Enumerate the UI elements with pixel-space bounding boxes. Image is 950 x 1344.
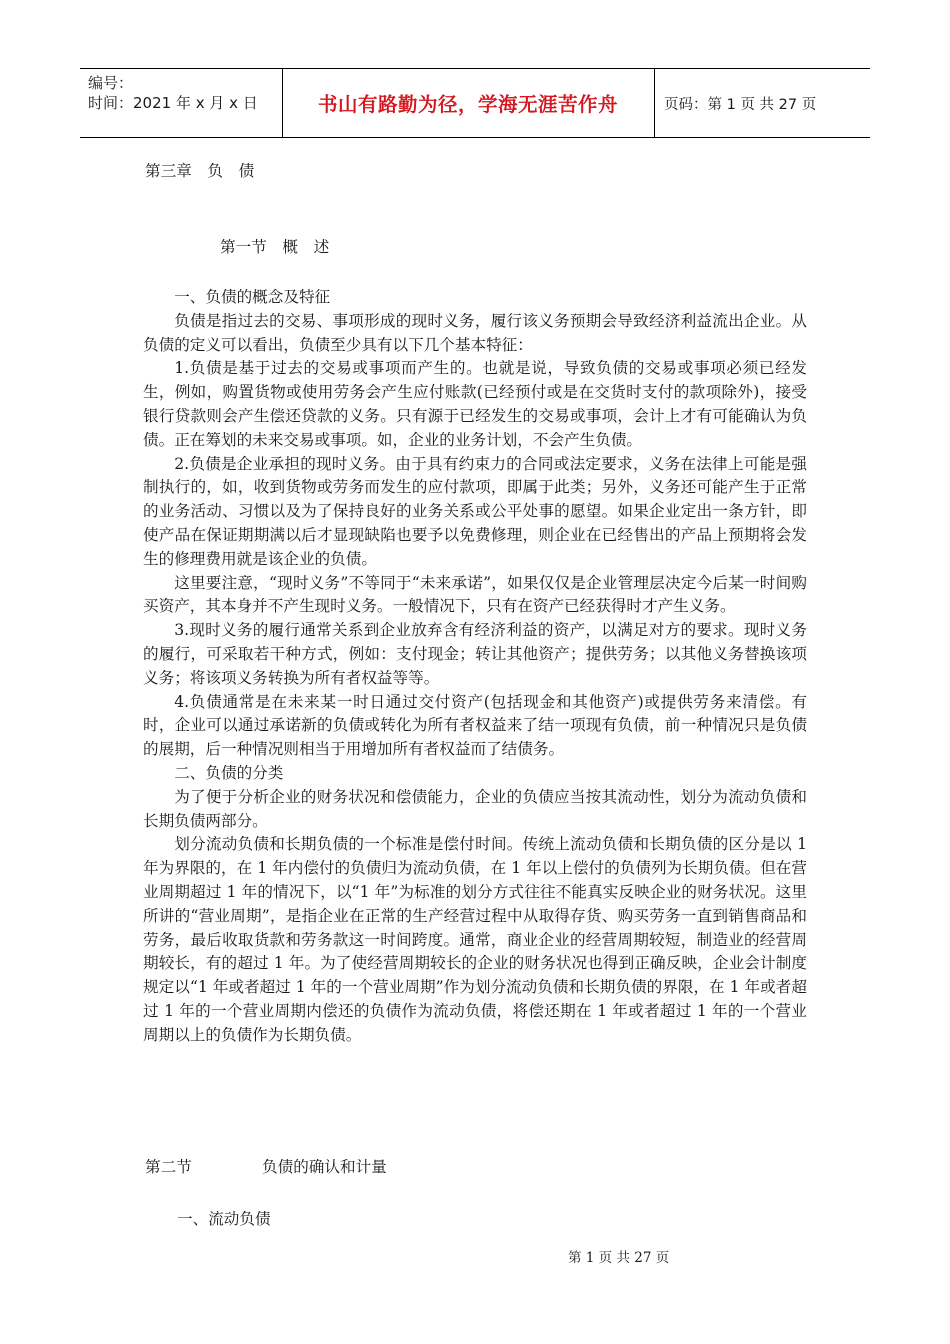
paragraph: 负债是指过去的交易、事项形成的现时义务，履行该义务预期会导致经济利益流出企业。从负债的定义可以看出，负债至少具有以下几个基本特征： bbox=[143, 311, 807, 354]
header-divider bbox=[654, 69, 655, 137]
document-date: 时间：2021 年 x 月 x 日 bbox=[88, 94, 258, 112]
header-page-info: 页码：第 1 页 共 27 页 bbox=[664, 96, 817, 113]
subsection-title: 一、流动负债 bbox=[177, 1210, 271, 1228]
section2-label: 第二节 bbox=[145, 1158, 192, 1176]
paragraph: 为了便于分析企业的财务状况和偿债能力，企业的负债应当按其流动性，划分为流动负债和长期负债两部分。 bbox=[143, 787, 807, 830]
page-footer: 第 1 页 共 27 页 bbox=[568, 1250, 670, 1266]
header-meta bbox=[88, 73, 278, 113]
document-number-label: 编号： bbox=[88, 74, 134, 92]
header-divider bbox=[282, 69, 283, 137]
paragraph: 这里要注意，“现时义务”不等同于“未来承诺”，如果仅仅是企业管理层决定今后某一时间购买资产，其本身并不产生现时义务。一般情况下，只有在资产已经获得时才产生义务。 bbox=[143, 573, 807, 616]
paragraph: 1.负债是基于过去的交易或事项而产生的。也就是说，导致负债的交易或事项必须已经发生，例如，购置货物或使用劳务会产生应付账款(已经预付或是在交货时支付的款项除外)，接受银行贷款则会产生偿还贷款的义务。只有源于已经发生的交易或事项，会计上才有可能确认为负债。正在筹划的未来交易或事项。如，企业的业务计划，不会产生负债。 bbox=[143, 359, 807, 449]
paragraph: 划分流动负债和长期负债的一个标准是偿付时间。传统上流动负债和长期负债的区分是以 1 年为界限的，在 1 年内偿付的负债归为流动负债，在 1 年以上偿付的负债列为长期负债。但在营业周期超过 1 年的情况下，以“1 年”为标准的划分方式往往不能真实反映企业的财务状况。这里所讲的“营业周期”，是指企业在正常的生产经营过程中从取得存货、购买劳务一直到销售商品和劳务，最后收取货款和劳务款这一时间跨度。通常，商业企业的经营周期较短，制造业的经营周期较长，有的超过 1 年。为了使经营周期较长的企业的财务状况也得到正确反映，企业会计制度规定以“1 年或者超过 1 年的一个营业周期”作为划分流动负债和长期负债的界限，在 1 年或者超过 1 年的一个营业周期内偿还的负债作为流动负债，将偿还期在 1 年或者超过 1 年的一个营业周期以上的负债作为长期负债。 bbox=[143, 835, 807, 1044]
section-title: 第一节 概 述 bbox=[220, 238, 330, 256]
section2-title: 负债的确认和计量 bbox=[262, 1158, 387, 1176]
paragraph: 2.负债是企业承担的现时义务。由于具有约束力的合同或法定要求，义务在法律上可能是强制执行的，如，收到货物或劳务而发生的应付款项，即属于此类；另外，义务还可能产生于正常的业务活动、习惯以及为了保持良好的业务关系或公平处事的愿望。如果企业定出一条方针，即使产品在保证期期满以后才显现缺陷也要予以免费修理，则企业在已经售出的产品上预期将会发生的修理费用就是该企业的负债。 bbox=[143, 454, 807, 568]
heading-classification: 二、负债的分类 bbox=[174, 763, 284, 782]
body-text bbox=[143, 286, 807, 1048]
page-header bbox=[80, 68, 870, 138]
chapter-title: 第三章 负 债 bbox=[145, 162, 255, 180]
header-motto: 书山有路勤为径，学海无涯苦作舟 bbox=[317, 93, 618, 116]
heading-concept: 一、负债的概念及特征 bbox=[174, 288, 331, 306]
paragraph: 3.现时义务的履行通常关系到企业放弃含有经济利益的资产，以满足对方的要求。现时义务的履行，可采取若干种方式，例如：支付现金；转让其他资产；提供劳务；以其他义务替换该项义务；将该项义务转换为所有者权益等等。 bbox=[143, 621, 807, 687]
paragraph: 4.负债通常是在未来某一时日通过交付资产(包括现金和其他资产)或提供劳务来清偿。有时，企业可以通过承诺新的负债或转化为所有者权益来了结一项现有负债，前一种情况只是负债的展期，后一种情况则相当于用增加所有者权益而了结债务。 bbox=[143, 692, 807, 759]
